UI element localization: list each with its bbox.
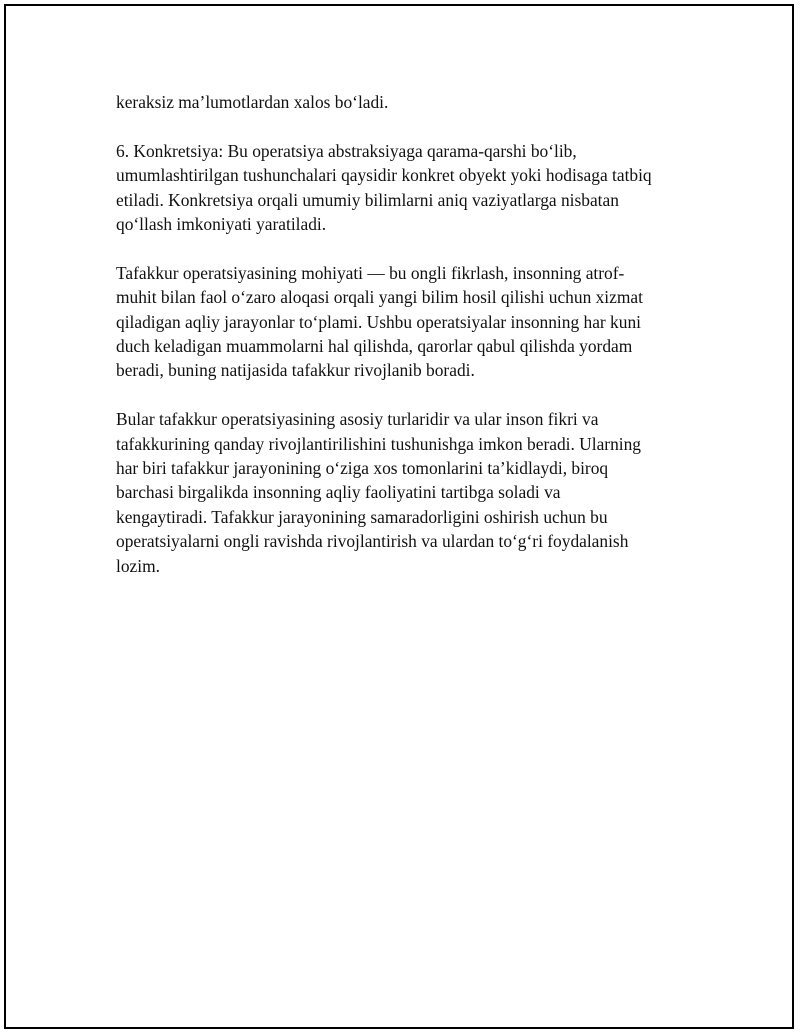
paragraph-konkretsiya: 6. Konkretsiya: Bu operatsiya abstraksiyaga qarama-qarshi bo‘lib, umumlashtirilgan tushunchalari qaysidir konkret obyekt yoki hodisaga tatbiq etiladi. Konkretsiya orqali umumiy bilimlarni aniq vaziyatlarga nisbatan qo‘llash imkoniyati yaratiladi. (116, 140, 652, 235)
document-body (116, 90, 686, 602)
paragraph-intro-continuation: keraksiz ma’lumotlardan xalos bo‘ladi. (116, 92, 389, 112)
paragraph-mohiyati: Tafakkur operatsiyasining mohiyati — bu ongli fikrlash, insonning atrof- muhit bilan faol o‘zaro aloqasi orqali yangi bilim hosil qilishi uchun xizmat qiladigan aqliy jarayonlar to‘plami. Ushbu operatsiyalar insonning har kuni duch keladigan muammolarni hal qilishda, qarorlar qabul qilishda yordam beradi, buning natijasida tafakkur rivojlanib boradi. (116, 262, 643, 381)
paragraph-conclusion: Bular tafakkur operatsiyasining asosiy turlaridir va ular inson fikri va tafakkurining qanday rivojlantirilishini tushunishga imkon beradi. Ularning har biri tafakkur jarayonining o‘ziga xos tomonlarini ta’kidlaydi, biroq barchasi birgalikda insonning aqliy faoliyatini tartibga soladi va kengaytiradi. Tafakkur jarayonining samaradorligini oshirish uchun bu operatsiyalarni ongli ravishda rivojlantirish va ulardan to‘g‘ri foydalanish lozim. (116, 409, 642, 576)
